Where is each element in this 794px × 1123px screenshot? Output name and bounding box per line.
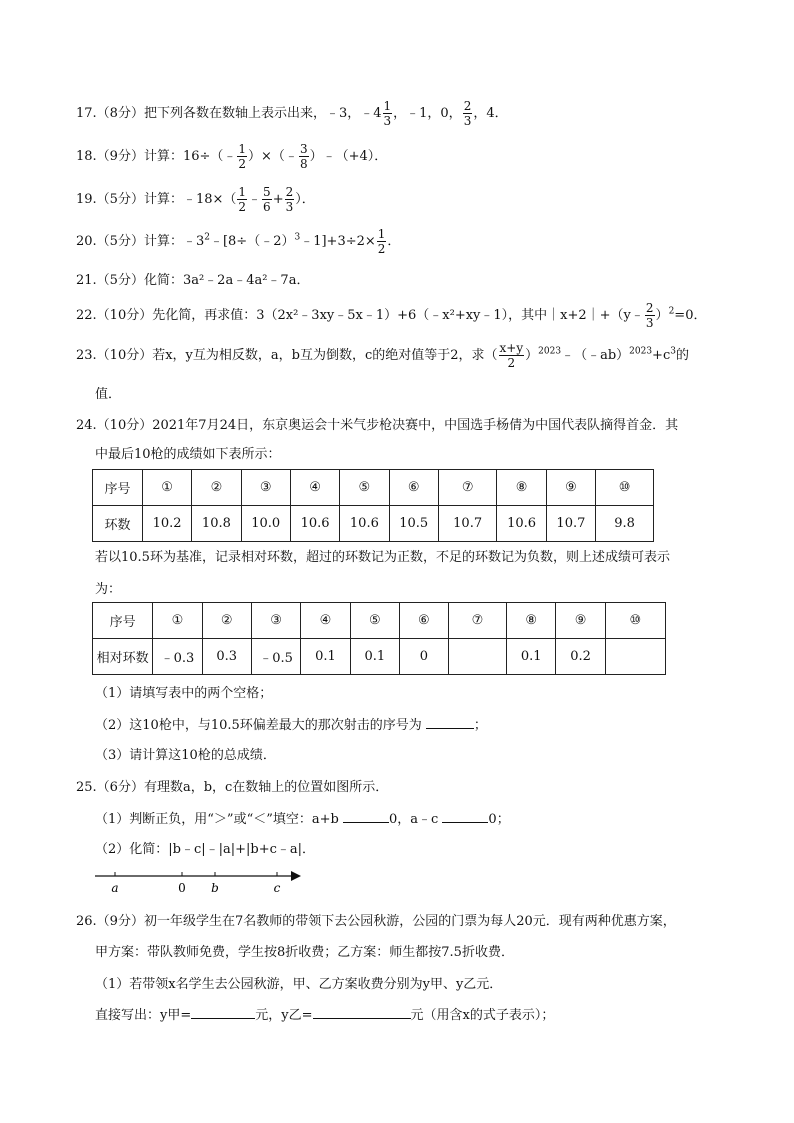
q25-sub1	[95, 808, 510, 827]
table-cell[interactable]	[605, 639, 665, 675]
answer-blank[interactable]	[343, 822, 389, 823]
table-cell: 0.2	[556, 639, 605, 675]
label-c: c	[273, 881, 281, 895]
q20-exponent: 2	[204, 232, 210, 243]
number-line	[95, 866, 307, 896]
question-23	[76, 342, 689, 369]
q26-line1: 26.（9分）初一年级学生在7名教师的带领下去公园秋游，公园的门票为每人20元．现有两种优惠方案，	[76, 914, 676, 929]
table-cell: ⑧	[507, 603, 556, 639]
table-cell: 相对环数	[93, 639, 153, 675]
q23-exponent-2: 2023	[629, 346, 653, 357]
denominator: 2	[507, 356, 516, 370]
q20-tail: ．	[387, 234, 401, 249]
question-17	[76, 100, 508, 127]
q18-text: 18.（9分）计算：16÷（﹣	[76, 149, 237, 164]
q20-mid: ﹣[8÷（﹣2）	[209, 234, 295, 249]
q26-line4-tail: 元（用含x的式子表示）；	[410, 1008, 555, 1023]
table-cell: 0.1	[301, 639, 350, 675]
numerator: x+y	[499, 341, 524, 355]
q18-fraction-1	[237, 143, 247, 170]
q19-fraction-1	[237, 186, 247, 213]
q18-tail: ）﹣（+4）．	[309, 149, 388, 164]
table-cell: 10.6	[290, 506, 339, 542]
table-cell: 10.7	[546, 506, 595, 542]
table-cell: ⑦	[438, 470, 497, 506]
table-cell: 9.8	[596, 506, 654, 542]
q26-line3: （1）若带领x名学生去公园秋游，甲、乙方案收费分别为y甲、y乙元．	[95, 977, 503, 992]
q24-line2: 中最后10枪的成绩如下表所示：	[95, 447, 281, 462]
numerator: 5	[263, 185, 271, 199]
q19-text: 19.（5分）计算：﹣18×（	[76, 192, 237, 207]
q24-sub2-tail: ；	[473, 718, 487, 733]
q24-line1: 24.（10分）2021年7月24日，东京奥运会十米气步枪决赛中，中国选手杨倩为中国代表队摘得首金．其	[76, 418, 679, 433]
q19-minus: ﹣	[248, 192, 262, 207]
table-cell: 0	[399, 639, 448, 675]
numerator: 2	[285, 185, 294, 199]
q25-sub2: （2）化简：|b﹣c|﹣|a|+|b+c﹣a|．	[95, 842, 316, 857]
denominator: 8	[299, 157, 308, 171]
q22-mid: ）	[655, 308, 669, 323]
table-cell: ⑥	[399, 603, 448, 639]
numerator: 1	[238, 185, 247, 199]
label-a: a	[111, 881, 119, 895]
q20-mid2: ﹣1]+3÷2×	[300, 234, 376, 249]
label-b: b	[211, 881, 219, 895]
q24-relative-table	[92, 602, 666, 675]
denominator: 2	[238, 157, 247, 171]
q23-mid3: +c	[652, 348, 671, 363]
table-cell: ④	[301, 603, 350, 639]
q20-fraction	[377, 228, 387, 255]
numerator: 1	[238, 142, 247, 156]
q24-sub3: （3）请计算这10枪的总成绩．	[95, 748, 276, 763]
table-cell: ④	[290, 470, 339, 506]
denominator: 3	[285, 200, 294, 214]
q22-fraction	[645, 302, 655, 329]
numerator: 1	[383, 99, 392, 113]
q22-exponent: 2	[668, 306, 675, 317]
question-22	[76, 302, 706, 329]
q17-mixed-int: ﹣4	[360, 106, 382, 121]
q19-tail: ）．	[295, 192, 315, 207]
q24-line3: 若以10.5环为基准，记录相对环数，超过的环数记为正数，不足的环数记为负数，则上述成绩可表示	[95, 550, 670, 565]
question-19	[76, 186, 315, 213]
q22-tail: =0．	[674, 308, 707, 323]
denominator: 3	[383, 114, 392, 128]
denominator: 2	[377, 242, 386, 256]
table-cell: ⑩	[605, 603, 665, 639]
table-cell[interactable]	[448, 639, 506, 675]
table-cell: 10.6	[340, 506, 389, 542]
answer-blank[interactable]	[442, 822, 488, 823]
q26-line4-text: 直接写出：y甲=	[95, 1008, 192, 1023]
denominator: 6	[263, 200, 271, 214]
table-cell: ③	[241, 470, 290, 506]
q25-sub1-text: （1）判断正负，用“＞”或“＜”填空：a+b	[95, 812, 339, 827]
table-cell: ﹣0.5	[251, 639, 300, 675]
q25-sub1-mid: 0，a﹣c	[388, 812, 439, 827]
table-cell: 0.1	[350, 639, 399, 675]
table-cell: ﹣0.3	[153, 639, 202, 675]
q25-sub1-tail: 0；	[488, 812, 510, 827]
table-row	[93, 506, 654, 542]
q23-text: 23.（10分）若x，y互为相反数，a，b互为倒数，c的绝对值等于2，求（	[76, 348, 498, 363]
question-20	[76, 228, 400, 255]
q22-text: 22.（10分）先化简，再求值：3（2x²﹣3xy﹣5x﹣1）+6（﹣x²+xy﹣1），其中｜x+2｜+（y﹣	[76, 308, 644, 323]
numerator: 1	[377, 227, 386, 241]
table-cell: ⑥	[389, 470, 438, 506]
q18-fraction-2	[299, 143, 309, 170]
q23-exponent-3: 3	[670, 346, 676, 357]
question-18	[76, 143, 387, 170]
q23-tail: 的	[675, 348, 689, 363]
table-cell: ⑨	[556, 603, 605, 639]
denominator: 2	[238, 200, 247, 214]
q17-tail: ，4．	[473, 106, 508, 121]
table-cell: 0.1	[507, 639, 556, 675]
q19-plus: +	[272, 192, 284, 207]
arrow-icon	[291, 871, 301, 881]
q26-line2: 甲方案：带队教师免费，学生按8折收费；乙方案：师生都按7.5折收费．	[95, 945, 514, 960]
table-cell: ⑨	[546, 470, 595, 506]
q17-mid: ，﹣1，0，	[393, 106, 462, 121]
q20-exponent-2: 3	[294, 232, 301, 243]
q25-line1: 25.（6分）有理数a，b，c在数轴上的位置如图所示．	[76, 780, 389, 795]
table-header-row	[93, 603, 666, 639]
q24-score-table	[92, 469, 654, 542]
q24-sub2-text: （2）这10枪中，与10.5环偏差最大的那次射击的序号为	[95, 718, 422, 733]
table-cell: 序号	[93, 470, 143, 506]
table-cell: ③	[251, 603, 300, 639]
q23-line2: 值．	[95, 387, 122, 402]
table-cell: ⑤	[340, 470, 389, 506]
numerator: 2	[463, 99, 472, 113]
table-cell: 10.0	[241, 506, 290, 542]
q20-text: 20.（5分）计算：﹣3	[76, 234, 205, 249]
table-cell: 10.6	[497, 506, 546, 542]
q24-sub1: （1）请填写表中的两个空格；	[95, 686, 273, 701]
table-header-row	[93, 470, 654, 506]
q23-exponent-1: 2023	[538, 346, 562, 357]
table-cell: ①	[142, 470, 191, 506]
q17-fraction-2	[463, 100, 473, 127]
q24-line4: 为：	[95, 582, 122, 597]
q23-mid: ）	[525, 348, 539, 363]
table-cell: ②	[202, 603, 251, 639]
table-row	[93, 639, 666, 675]
label-0: 0	[178, 881, 186, 895]
table-cell: 10.7	[438, 506, 497, 542]
q19-fraction-3	[285, 186, 295, 213]
table-cell: 10.2	[142, 506, 191, 542]
q17-text: 17.（8分）把下列各数在数轴上表示出来，﹣3，	[76, 106, 361, 121]
table-cell: 序号	[93, 603, 153, 639]
table-cell: ⑩	[596, 470, 654, 506]
numerator: 3	[299, 142, 308, 156]
q17-fraction-1	[383, 100, 393, 127]
q24-sub2	[95, 714, 487, 733]
q26-line4	[95, 1004, 554, 1023]
table-cell: ⑤	[350, 603, 399, 639]
q23-fraction	[499, 342, 525, 369]
denominator: 3	[645, 316, 654, 330]
denominator: 3	[463, 114, 472, 128]
answer-blank[interactable]	[191, 1018, 255, 1019]
table-cell: ⑧	[497, 470, 546, 506]
answer-blank[interactable]	[426, 728, 474, 729]
table-cell: ⑦	[448, 603, 506, 639]
question-21: 21.（5分）化简：3a²﹣2a﹣4a²﹣7a．	[76, 273, 310, 288]
table-cell: 0.3	[202, 639, 251, 675]
table-cell: 环数	[93, 506, 143, 542]
table-cell: 10.8	[192, 506, 241, 542]
answer-blank[interactable]	[313, 1018, 411, 1019]
table-cell: ②	[192, 470, 241, 506]
q23-mid2: ﹣（﹣ab）	[561, 348, 630, 363]
q19-fraction-2	[262, 186, 272, 213]
numerator: 2	[645, 301, 654, 315]
table-cell: ①	[153, 603, 202, 639]
table-cell: 10.5	[389, 506, 438, 542]
q26-line4-mid: 元，y乙=	[255, 1008, 313, 1023]
q18-mid: ）×（﹣	[248, 149, 298, 164]
